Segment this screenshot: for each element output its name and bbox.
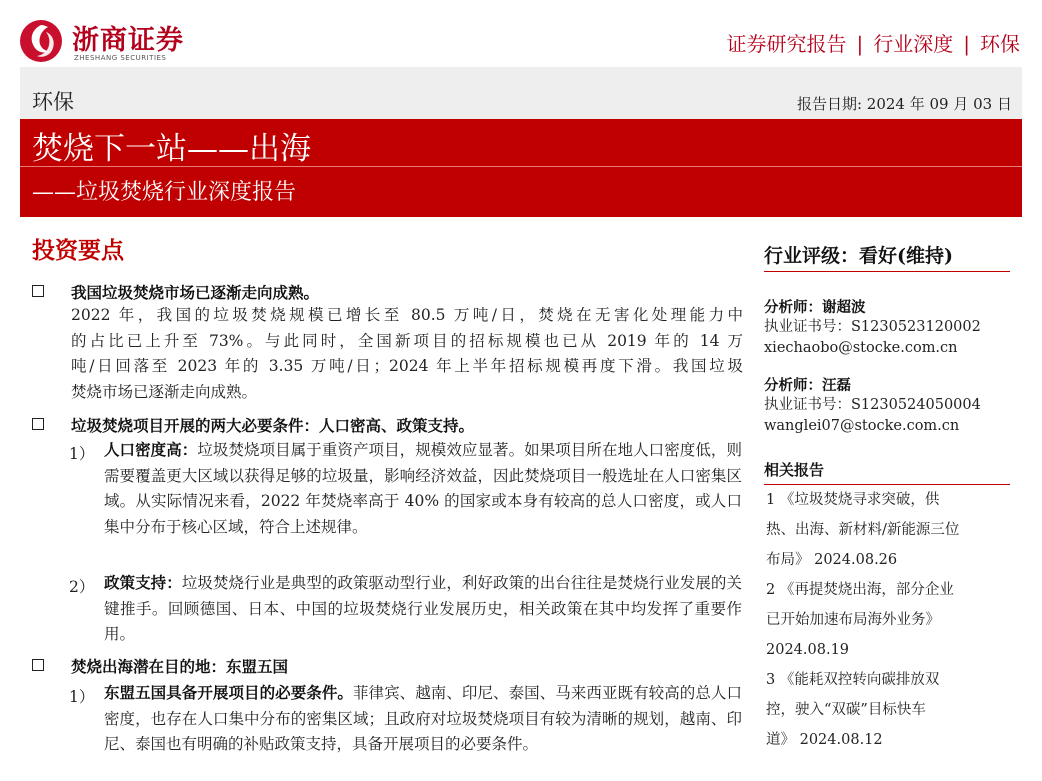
related-report-line: 2 《再提焚烧出海，部分企业 <box>766 582 954 598</box>
point-heading: 焚烧出海潜在目的地：东盟五国 <box>71 657 289 676</box>
report-date-label: 报告日期: <box>796 95 863 113</box>
point-heading: 我国垃圾焚烧市场已逐渐走向成熟。 <box>71 283 320 302</box>
related-reports-title: 相关报告 <box>764 461 825 479</box>
related-report-item[interactable] <box>766 665 1006 755</box>
analyst-name: 分析师：汪磊 <box>764 377 851 394</box>
nav-report-category: 行业深度 <box>873 32 954 56</box>
item-text <box>104 680 742 758</box>
item-body: 垃圾焚烧项目属于重资产项目，规模效应显著。如果项目所在地人口密度低，则需要覆盖更大区域以获得足够的垃圾量，影响经济效益，因此焚烧项目一般选址在人口密集区域。从实际情况来看，2022 年焚烧率高于 40% 的国家或本身有较高的总人口密度，或人口集中分布于核心区域，符合上述规律。 <box>104 441 742 536</box>
item-number: 2） <box>69 578 95 596</box>
related-report-line: 控，驶入“双碳”目标快车 <box>766 702 926 718</box>
square-bullet-icon <box>32 659 44 671</box>
body-line: 焚烧市场已逐渐走向成熟。 <box>71 382 258 401</box>
industry-rating: 行业评级：看好(维持) <box>764 245 953 267</box>
item-text <box>104 570 742 648</box>
related-report-line: 2024.08.19 <box>766 642 850 658</box>
report-date-value: 2024 年 09 月 03 日 <box>866 95 1012 113</box>
related-report-line: 布局》 2024.08.26 <box>766 552 898 568</box>
related-report-line: 已开始加速布局海外业务》 <box>766 612 940 628</box>
rating-divider <box>764 271 1010 272</box>
report-subtitle: ——垃圾焚烧行业深度报告 <box>32 180 297 205</box>
body-line: 吨/日回落至 2023 年的 3.35 万吨/日；2024 年上半年招标规模再度下滑。我国垃圾 <box>71 357 743 375</box>
square-bullet-icon <box>32 418 44 430</box>
section-title: 投资要点 <box>32 237 124 264</box>
company-logo <box>18 16 198 66</box>
analyst-email[interactable]: xiechaobo@stocke.com.cn <box>764 340 958 356</box>
item-body: 垃圾焚烧行业是典型的政策驱动型行业，利好政策的出台往往是焚烧行业发展的关键推手。回顾德国、日本、中国的垃圾焚烧行业发展历史，相关政策在其中均发挥了重要作用。 <box>104 574 742 643</box>
point-body <box>71 303 743 405</box>
item-label: 人口密度高： <box>104 440 198 459</box>
analyst-block <box>764 374 981 437</box>
nav-sector: 环保 <box>980 32 1020 56</box>
related-report-line: 1 《垃圾焚烧寻求突破，供 <box>766 492 940 508</box>
report-date <box>797 93 1012 114</box>
item-text <box>104 437 742 540</box>
body-line: 2022 年，我国的垃圾焚烧规模已增长至 80.5 万吨/日，焚烧在无害化处理能力中 <box>71 306 743 324</box>
item-label: 东盟五国具备开展项目的必要条件。 <box>104 683 353 702</box>
square-bullet-icon <box>32 285 44 297</box>
analyst-cert: 执业证书号：S1230523120002 <box>764 319 981 335</box>
analyst-block <box>764 296 981 359</box>
item-number: 1） <box>69 445 95 463</box>
analyst-email[interactable]: wanglei07@stocke.com.cn <box>764 418 960 434</box>
analyst-name: 分析师：谢超波 <box>764 299 866 316</box>
related-report-line: 道》 2024.08.12 <box>766 732 883 748</box>
related-report-line: 热、出海、新材料/新能源三位 <box>766 522 960 538</box>
body-line: 的占比已上升至 73%。与此同时，全国新项目的招标规模也已从 2019 年的 14 万 <box>71 331 743 350</box>
item-number: 1） <box>69 688 95 706</box>
item-label: 政策支持： <box>104 573 182 592</box>
related-report-line: 3 《能耗双控转向碳排放双 <box>766 672 940 688</box>
nav-report-type: 证券研究报告 <box>726 32 847 56</box>
item-body: 菲律宾、越南、印尼、泰国、马来西亚既有较高的总人口密度，也存在人口集中分布的密集区域；且政府对垃圾焚烧项目有较为清晰的规划，越南、印尼、泰国也有明确的补贴政策支持，具备开展项目的必要条件。 <box>104 684 742 753</box>
sector-label: 环保 <box>32 90 74 114</box>
logo-english-name: ZHESHANG SECURITIES <box>74 54 167 62</box>
logo-emblem-icon <box>18 18 64 64</box>
logo-name: 浙商证券 <box>72 25 184 56</box>
analyst-cert: 执业证书号：S1230524050004 <box>764 397 981 413</box>
related-report-item[interactable] <box>766 485 1006 575</box>
point-heading: 垃圾焚烧项目开展的两大必要条件：人口密高、政策支持。 <box>71 416 475 435</box>
related-report-item[interactable] <box>766 575 1006 665</box>
report-title: 焚烧下一站——出海 <box>32 131 311 167</box>
header-nav: 证券研究报告 | 行业深度 | 环保 <box>726 32 1020 56</box>
